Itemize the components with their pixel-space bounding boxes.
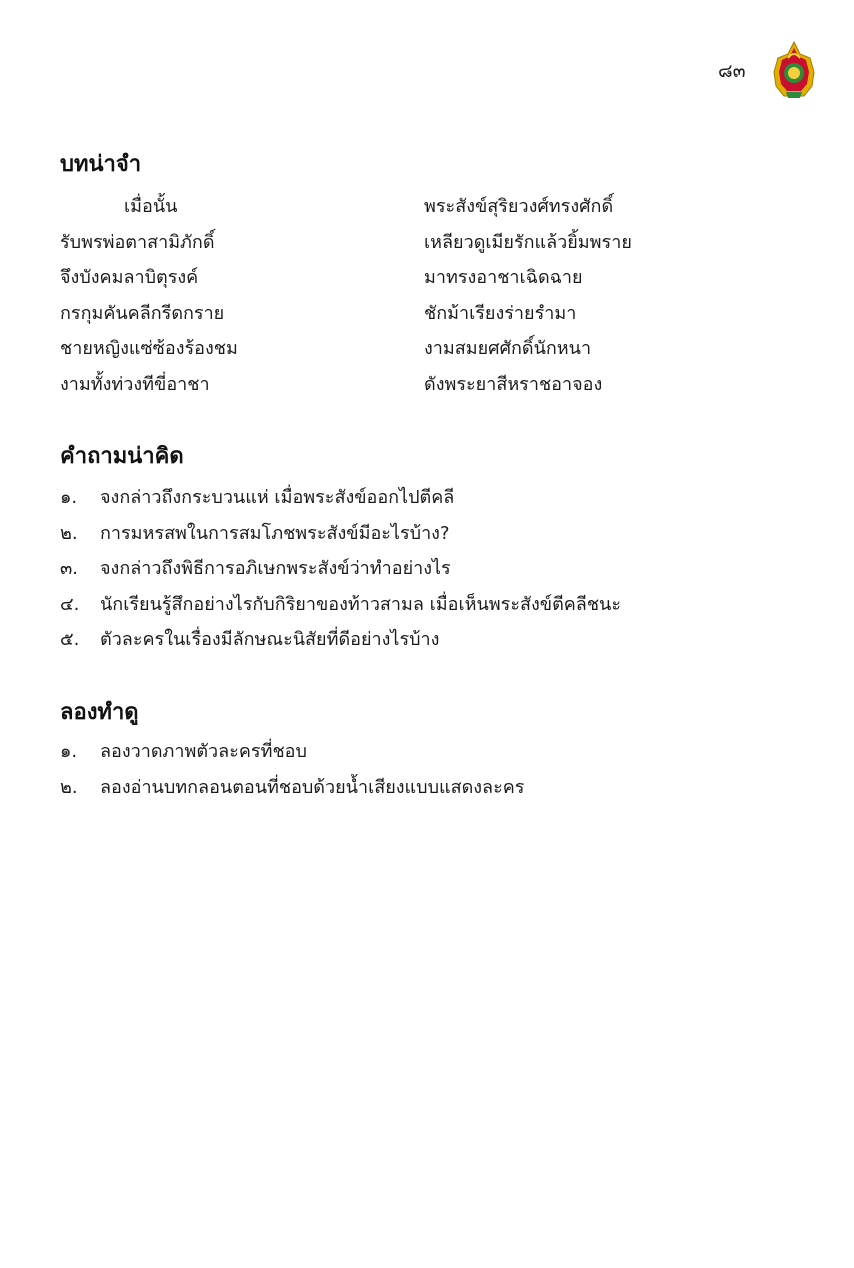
poem-second-half: งามสมยศศักดิ์นักหนา	[424, 338, 592, 359]
item-text: ตัวละครในเรื่องมีลักษณะนิสัยที่ดีอย่างไรบ้าง	[100, 629, 440, 650]
item-number: ๒.	[60, 776, 78, 798]
poem-first-half: จึงบังคมลาบิตุรงค์	[60, 267, 199, 288]
item-text: จงกล่าวถึงกระบวนแห่ เมื่อพระสังข์ออกไปตีคลี	[100, 487, 455, 508]
royal-emblem-icon	[770, 40, 818, 100]
poem-first-half: รับพรพ่อตาสามิภักดิ์	[60, 231, 215, 253]
item-number: ๓.	[60, 558, 79, 579]
poem-row	[60, 195, 760, 231]
item-number: ๑.	[60, 741, 78, 762]
item-text: นักเรียนรู้สึกอย่างไรกับกิริยาของท้าวสามล เมื่อเห็นพระสังข์ตีคลีชนะ	[100, 593, 622, 615]
item-number: ๒.	[60, 522, 78, 544]
poem-second-half: เหลียวดูเมียรักแล้วยิ้มพราย	[424, 231, 632, 253]
poem-first-half: เมื่อนั้น	[124, 196, 178, 217]
item-number: ๕.	[60, 629, 80, 650]
section-heading-questions: คำถามน่าคิด	[60, 444, 184, 469]
poem-block	[60, 195, 760, 408]
poem-first-half: กรกุมคันคลีกรีดกราย	[60, 302, 225, 324]
item-number: ๑.	[60, 487, 78, 508]
poem-second-half: ชักม้าเรียงร่ายรำมา	[424, 302, 577, 324]
poem-second-half: มาทรงอาชาเฉิดฉาย	[424, 267, 583, 288]
item-text: ลองอ่านบทกลอนตอนที่ชอบด้วยน้ำเสียงแบบแสดงละคร	[100, 776, 525, 798]
poem-first-half: งามทั้งท่วงทีขี่อาชา	[60, 373, 210, 395]
item-text: ลองวาดภาพตัวละครที่ชอบ	[100, 741, 307, 762]
section-heading-try-it: ลองทำดู	[60, 700, 139, 725]
item-text: จงกล่าวถึงพิธีการอภิเษกพระสังข์ว่าทำอย่างไร	[100, 558, 451, 579]
poem-row	[60, 373, 760, 409]
item-number: ๔.	[60, 593, 80, 615]
poem-second-half: ดังพระยาสีหราชอาจอง	[424, 373, 603, 395]
page-number: ๘๓	[718, 60, 746, 82]
poem-row	[60, 266, 760, 302]
poem-row	[60, 231, 760, 267]
item-text: การมหรสพในการสมโภชพระสังข์มีอะไรบ้าง?	[100, 522, 450, 544]
section-heading-memorize: บทน่าจำ	[60, 152, 142, 177]
poem-second-half: พระสังข์สุริยวงศ์ทรงศักดิ์	[424, 196, 614, 217]
poem-row	[60, 337, 760, 373]
poem-row	[60, 302, 760, 338]
poem-first-half: ชายหญิงแซ่ซ้องร้องชม	[60, 338, 238, 359]
